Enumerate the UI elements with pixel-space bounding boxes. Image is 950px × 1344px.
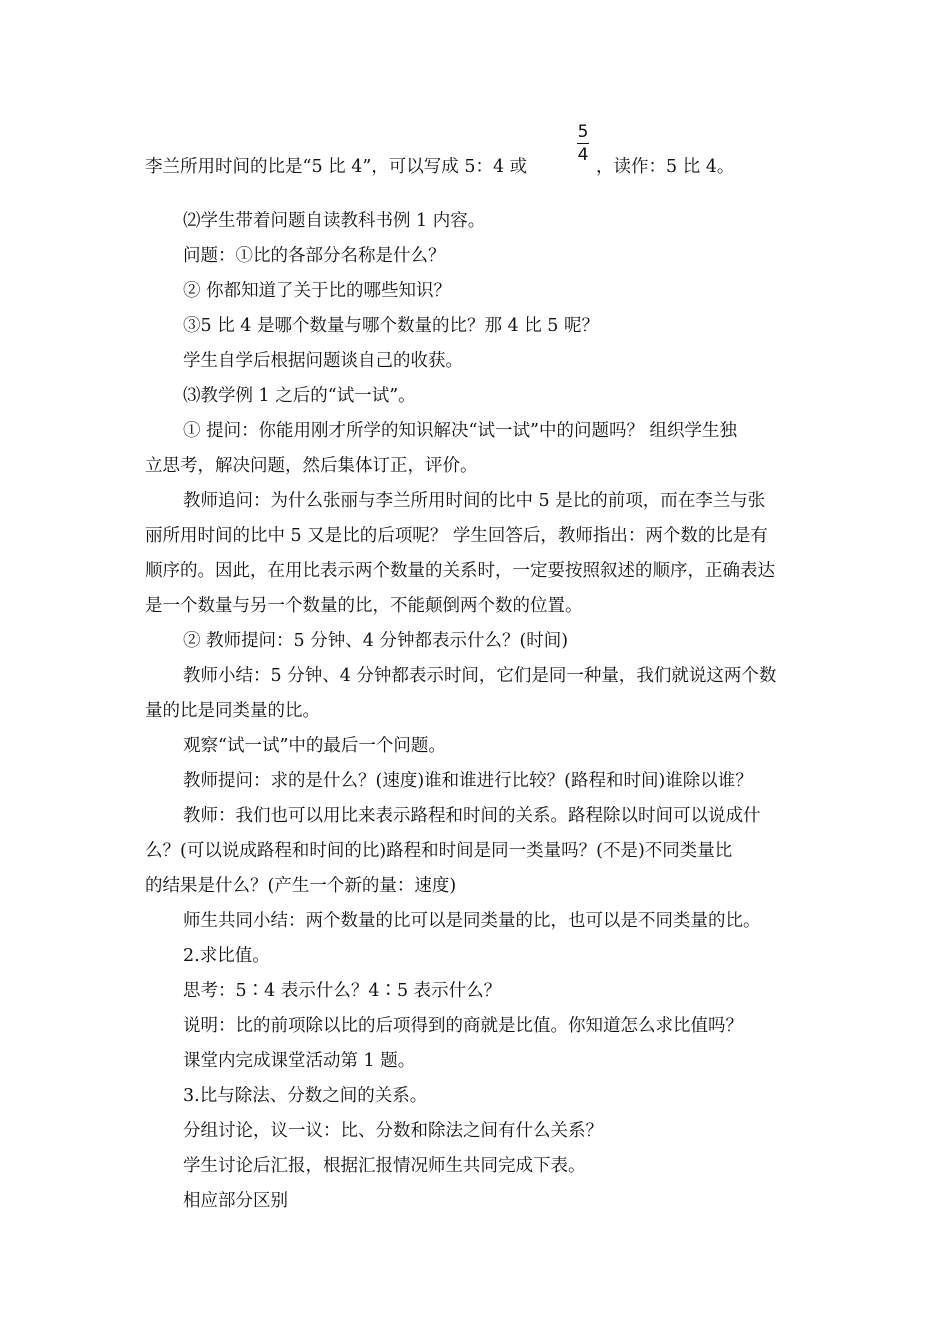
paragraph-line: 是一个数量与另一个数量的比，不能颠倒两个数的位置。 xyxy=(145,596,583,616)
paragraph-line: ② 教师提问：5 分钟、4 分钟都表示什么？(时间) xyxy=(183,631,569,651)
paragraph-line: 教师：我们也可以用比来表示路程和时间的关系。路程除以时间可以说成什 xyxy=(183,806,761,826)
paragraph-line: 2.求比值。 xyxy=(183,946,270,966)
paragraph-line: 么？(可以说成路程和时间的比)路程和时间是同一类量吗？(不是)不同类量比 xyxy=(145,841,733,861)
fraction-five-fourths xyxy=(576,122,590,165)
intro-text-part2: ，读作：5 比 4。 xyxy=(596,157,735,177)
intro-line-end xyxy=(596,155,734,179)
paragraph-line: 的结果是什么？(产生一个新的量：速度) xyxy=(145,876,457,896)
paragraph-line: 顺序的。因此，在用比表示两个数量的关系时，一定要按照叙述的顺序，正确表达 xyxy=(145,561,775,581)
intro-line xyxy=(145,155,527,179)
paragraph-line: 量的比是同类量的比。 xyxy=(145,701,320,721)
paragraph-line: 课堂内完成课堂活动第 1 题。 xyxy=(183,1051,416,1071)
paragraph-line: 3.比与除法、分数之间的关系。 xyxy=(183,1086,428,1106)
paragraph-line: 立思考，解决问题，然后集体订正，评价。 xyxy=(145,456,478,476)
paragraph-line: 教师追问：为什么张丽与李兰所用时间的比中 5 是比的前项，而在李兰与张 xyxy=(183,491,766,511)
paragraph-line: 丽所用时间的比中 5 又是比的后项呢？ 学生回答后，教师指出：两个数的比是有 xyxy=(145,526,768,546)
paragraph-line: 说明：比的前项除以比的后项得到的商就是比值。你知道怎么求比值吗？ xyxy=(183,1016,743,1036)
paragraph-line: ① 提问：你能用刚才所学的知识解决“试一试”中的问题吗？ 组织学生独 xyxy=(183,421,738,441)
paragraph-line: ③5 比 4 是哪个数量与哪个数量的比？那 4 比 5 呢？ xyxy=(183,316,599,336)
paragraph-line: 相应部分区别 xyxy=(183,1191,288,1211)
paragraph-line: 教师小结：5 分钟、4 分钟都表示时间，它们是同一种量，我们就说这两个数 xyxy=(183,666,777,686)
paragraph-line: 学生讨论后汇报，根据汇报情况师生共同完成下表。 xyxy=(183,1156,586,1176)
intro-text-part1: 李兰所用时间的比是“5 比 4”，可以写成 5：4 或 xyxy=(145,157,528,177)
fraction-bar xyxy=(577,143,589,144)
paragraph-line: ② 你都知道了关于比的哪些知识？ xyxy=(183,281,452,301)
fraction-denominator: 4 xyxy=(577,145,589,166)
paragraph-line: 教师提问：求的是什么？(速度)谁和谁进行比较？(路程和时间)谁除以谁？ xyxy=(183,771,753,791)
paragraph-line: 师生共同小结：两个数量的比可以是同类量的比，也可以是不同类量的比。 xyxy=(183,911,761,931)
paragraph-line: 思考：5∶4 表示什么？4∶5 表示什么？ xyxy=(183,981,502,1001)
fraction-numerator: 5 xyxy=(577,122,589,142)
paragraph-line: 观察“试一试”中的最后一个问题。 xyxy=(183,736,446,756)
paragraph-line: 学生自学后根据问题谈自己的收获。 xyxy=(183,351,463,371)
paragraph-line: ⑶教学例 1 之后的“试一试”。 xyxy=(183,386,416,406)
paragraph-line: ⑵学生带着问题自读教科书例 1 内容。 xyxy=(183,211,486,231)
paragraph-line: 分组讨论，议一议：比、分数和除法之间有什么关系？ xyxy=(183,1121,603,1141)
paragraph-line: 问题：①比的各部分名称是什么？ xyxy=(183,246,446,266)
